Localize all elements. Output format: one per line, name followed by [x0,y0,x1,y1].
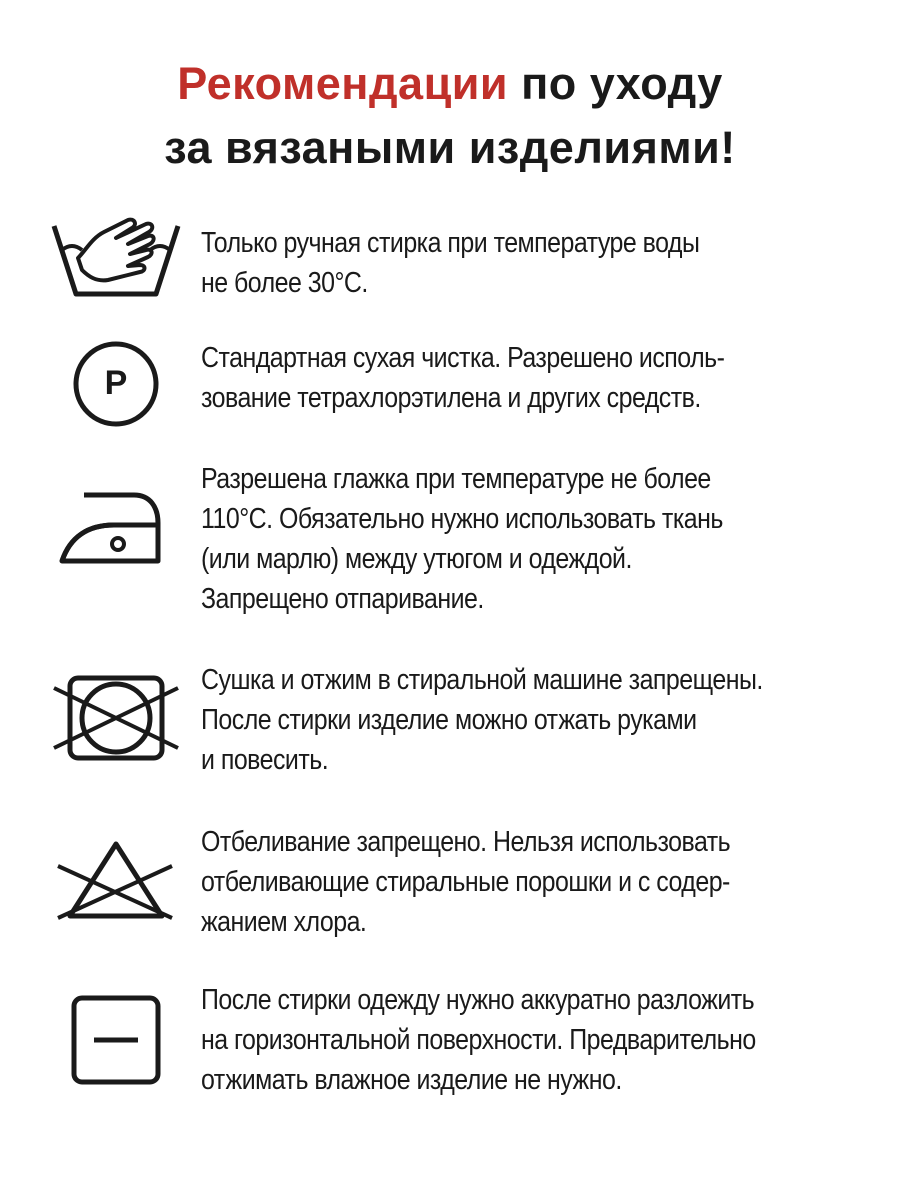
title-line-2: за вязаными изделиями! [164,122,736,173]
title-line-1 [0,52,900,116]
iron-low-temp-icon [48,487,184,567]
title-accent-word: Рекомендации [177,58,509,109]
care-item-text: Сушка и отжим в стиральной машине запрещены. После стирки изделие можно отжать руками и повесить. [201,664,763,776]
dry-clean-letter: P [104,364,128,402]
no-tumble-dry-icon [48,668,184,768]
dry-flat-icon [70,994,206,1086]
page-title [0,52,900,180]
care-item-text: После стирки одежду нужно аккуратно разложить на горизонтальной поверхности. Предварительно отжимать влажное изделие не нужно. [201,984,756,1096]
no-bleach-icon [48,838,184,924]
care-item-text: Только ручная стирка при температуре воды не более 30°С. [201,227,700,299]
care-item-text: Стандартная сухая чистка. Разрешено исполь- зование тетрахлорэтилена и других средств. [201,342,725,414]
care-item-text: Разрешена глажка при температуре не более 110°С. Обязательно нужно использовать ткань (или марлю) между утюгом и одеждой. Запрещено отпаривание. [201,463,723,615]
care-item-text: Отбеливание запрещено. Нельзя использовать отбеливающие стиральные порошки и с содер- жанием хлора. [201,826,731,938]
title-rest: по уходу [508,58,723,109]
dry-clean-p-icon [70,338,206,430]
hand-wash-icon [48,210,184,300]
